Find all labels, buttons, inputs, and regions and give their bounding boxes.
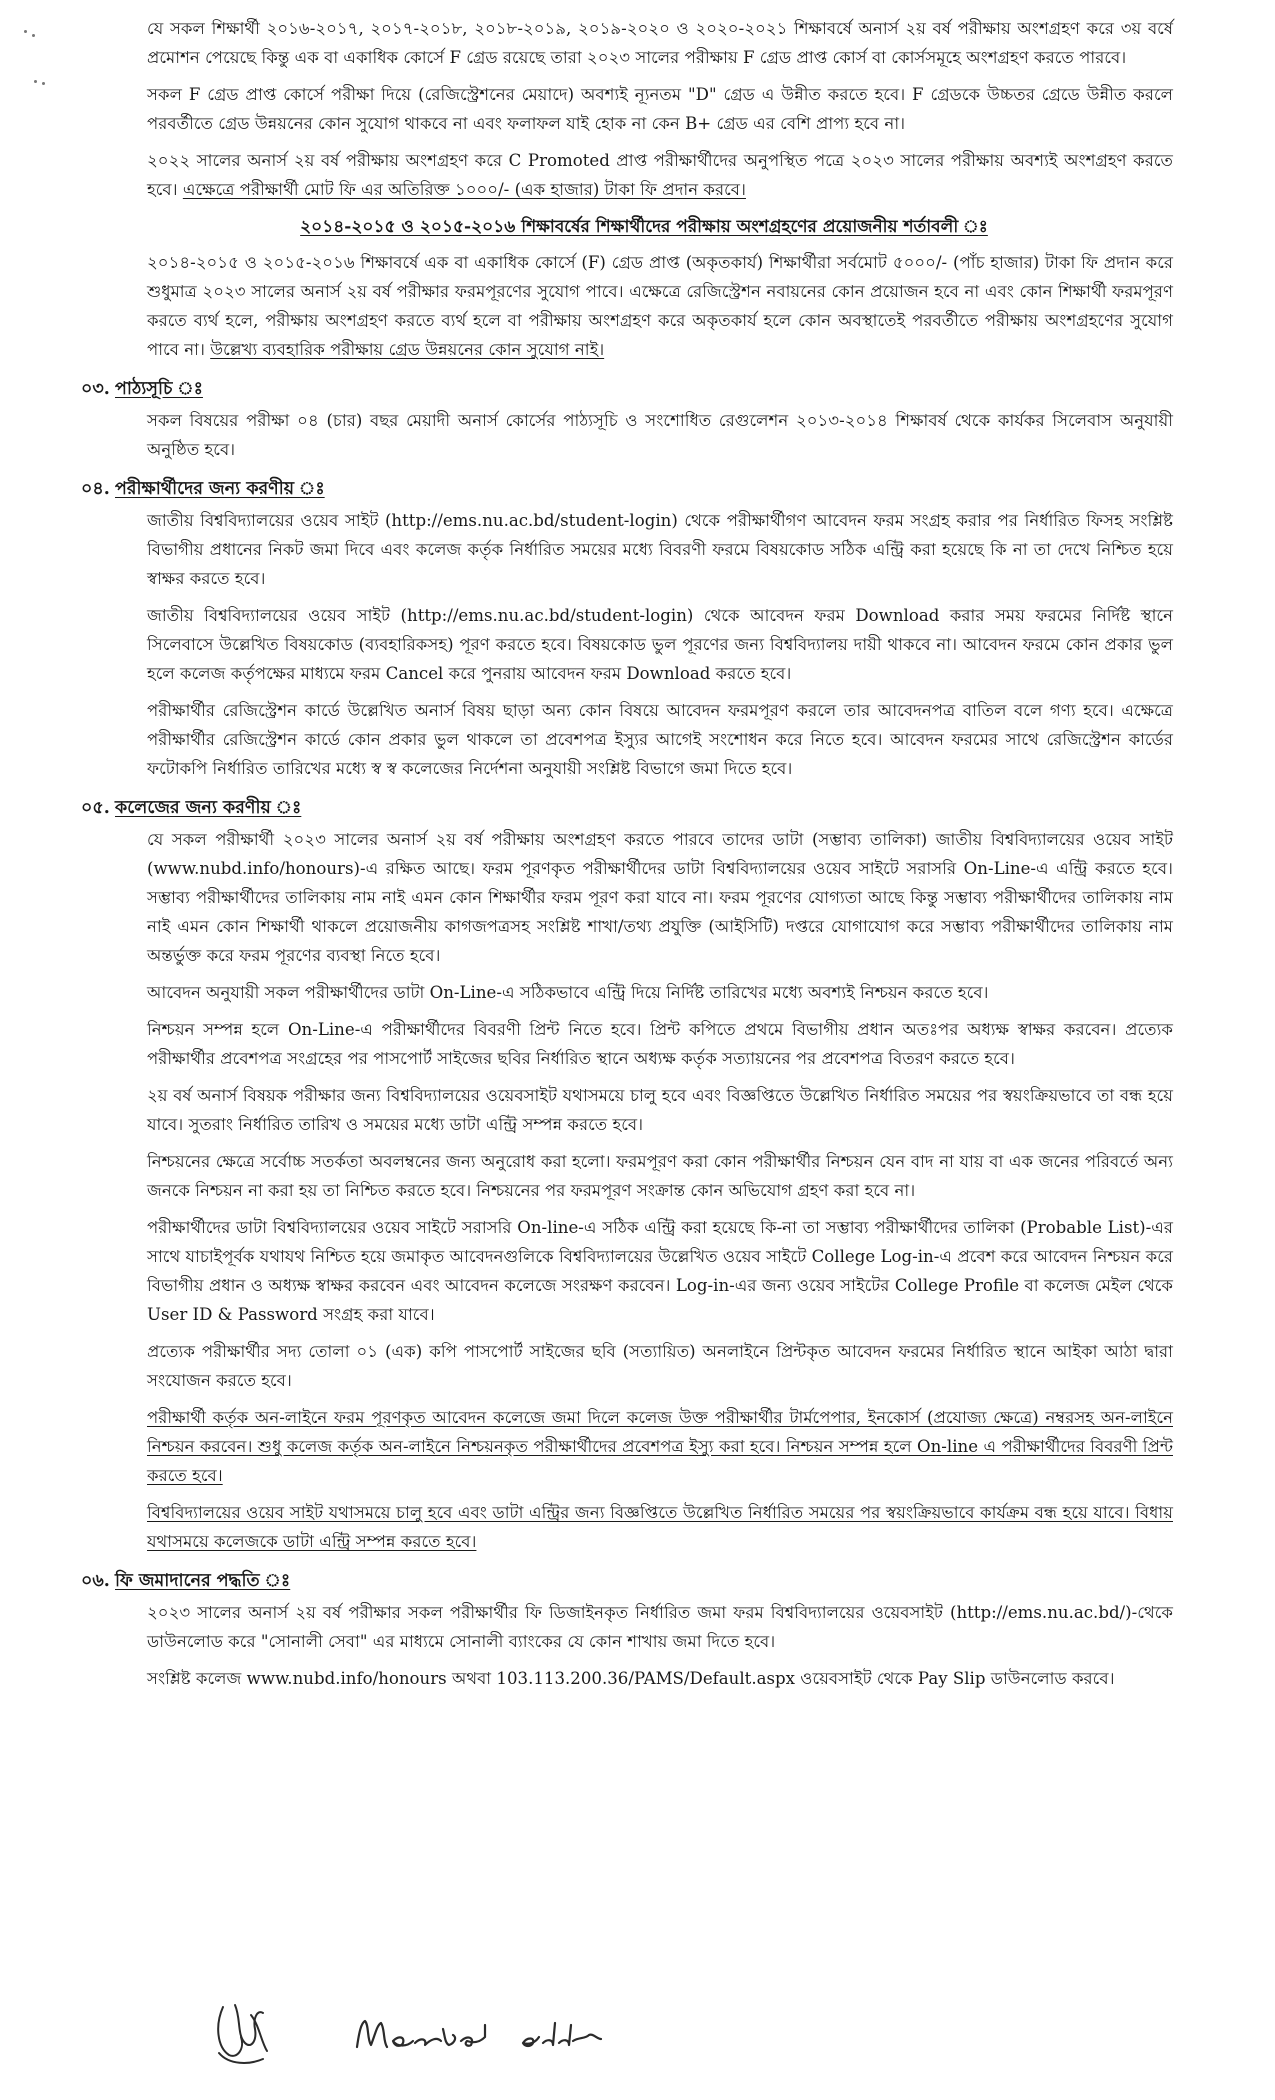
section-heading-05 [81,793,1173,823]
section-body-03 [115,406,1173,464]
paragraph: নিশ্চয়নের ক্ষেত্রে সর্বোচ্চ সতর্কতা অবলম্বনের জন্য অনুরোধ করা হলো। ফরমপূরণ করা কোন পরীক্ষার্থীর নিশ্চয়ন যেন বাদ না যায় বা এক জনের পরিবর্তে অন্য জনকে নিশ্চয়ন না করা হয় তা নিশ্চিত করতে হবে। নিশ্চয়নের পর ফরমপূরণ সংক্রান্ত কোন অভিযোগ গ্রহণ করা হবে না। [147,1152,1173,1200]
initial-signature [218,2005,267,2063]
conditions-body [115,248,1173,364]
promotion-rules [115,14,1173,204]
section-body-05 [115,825,1173,1556]
paragraph: ২য় বর্ষ অনার্স বিষয়ক পরীক্ষার জন্য বিশ্ববিদ্যালয়ের ওয়েবসাইট যথাসময়ে চালু হবে এবং বিজ্ঞপ্তিতে উল্লেখিত নির্ধারিত সময়ের পর স্বয়ংক্রিয়ভাবে তা বন্ধ হয়ে যাবে। সুতরাং নির্ধারিত তারিখ ও সময়ের মধ্যে ডাটা এন্ট্রি সম্পন্ন করতে হবে। [147,1086,1173,1134]
section-number: ০৩. [81,379,110,399]
paragraph: জাতীয় বিশ্ববিদ্যালয়ের ওয়েব সাইট (http://ems.nu.ac.bd/student-login) থেকে আবেদন ফরম Download করার সময় ফরমের নির্দিষ্ট স্থানে সিলেবাসে উল্লেখিত বিষয়কোড (ব্যবহারিকসহ) পূরণ করতে হবে। বিষয়কোড ভুল পূরণের জন্য বিশ্ববিদ্যালয় দায়ী থাকবে না। আবেদন ফরমে কোন প্রকার ভুল হলে কলেজ কর্তৃপক্ষের মাধ্যমে ফরম Cancel করে পুনরায় আবেদন ফরম Download করতে হবে। [147,606,1173,683]
paragraph: আবেদন অনুযায়ী সকল পরীক্ষার্থীদের ডাটা On-Line-এ সঠিকভাবে এন্ট্রি দিয়ে নির্দিষ্ট তারিখের মধ্যে অবশ্যই নিশ্চয়ন করতে হবে। [147,983,989,1002]
notice-body [81,14,1173,1701]
paragraph: সকল F গ্রেড প্রাপ্ত কোর্সে পরীক্ষা দিয়ে (রেজিস্ট্রেশনের মেয়াদে) অবশ্যই ন্যূনতম "D" গ্রেড এ উন্নীত করতে হবে। F গ্রেডকে উচ্চতর গ্রেডে উন্নীত করলে পরবর্তীতে গ্রেড উন্নয়নের কোন সুযোগ থাকবে না এবং ফলাফল যাই হোক না কেন B+ গ্রেড এর বেশি প্রাপ্য হবে না। [147,85,1173,133]
paragraph: যে সকল পরীক্ষার্থী ২০২৩ সালের অনার্স ২য় বর্ষ পরীক্ষায় অংশগ্রহণ করতে পারবে তাদের ডাটা (সম্ভাব্য তালিকা) জাতীয় বিশ্ববিদ্যালয়ের ওয়েব সাইট (www.nubd.info/honours)-এ রক্ষিত আছে। ফরম পূরণকৃত পরীক্ষার্থীদের ডাটা বিশ্ববিদ্যালয়ের ওয়েব সাইটে সরাসরি On-Line-এ এন্ট্রি করতে হবে। সম্ভাব্য পরীক্ষার্থীদের তালিকায় নাম নাই এমন কোন শিক্ষার্থীর ফরম পূরণ করা যাবে না। ফরম পূরণের যোগ্যতা আছে কিন্তু সম্ভাব্য পরীক্ষার্থীদের তালিকায় নাম নাই এমন কোন শিক্ষার্থী থাকলে প্রয়োজনীয় কাগজপত্রসহ সংশ্লিষ্ট শাখা/তথ্য প্রযুক্তি (আইসিটি) দপ্তরে যোগাযোগ করে সম্ভাব্য পরীক্ষার্থীদের তালিকায় নাম অন্তর্ভুক্ত করে ফরম পূরণের ব্যবস্থা নিতে হবে। [147,830,1173,965]
section-title: ফি জমাদানের পদ্ধতি ঃ [115,1571,291,1591]
section-number: ০৬. [81,1571,110,1591]
paragraph: পরীক্ষার্থীর রেজিস্ট্রেশন কার্ডে উল্লেখিত অনার্স বিষয় ছাড়া অন্য কোন বিষয়ে আবেদন ফরমপূরণ করলে তার আবেদনপত্র বাতিল বলে গণ্য হবে। এক্ষেত্রে পরীক্ষার্থীর রেজিস্ট্রেশন কার্ডে কোন প্রকার ভুল থাকলে তা প্রবেশপত্র ইস্যুর আগেই সংশোধন করে নিতে হবে। আবেদন ফরমের সাথে রেজিস্ট্রেশন কার্ডের ফটোকপি নির্ধারিত তারিখের মধ্যে স্ব স্ব কলেজের নির্দেশনা অনুযায়ী সংশ্লিষ্ট বিভাগে জমা দিতে হবে। [147,701,1173,778]
paragraph: প্রত্যেক পরীক্ষার্থীর সদ্য তোলা ০১ (এক) কপি পাসপোর্ট সাইজের ছবি (সত্যায়িত) অনলাইনে প্রিন্টকৃত আবেদন ফরমের নির্ধারিত স্থানে আইকা আঠা দ্বারা সংযোজন করতে হবে। [147,1342,1173,1390]
section-heading-03 [81,374,1173,404]
full-signature [357,2021,601,2047]
paragraph: নিশ্চয়ন সম্পন্ন হলে On-Line-এ পরীক্ষার্থীদের বিবরণী প্রিন্ট নিতে হবে। প্রিন্ট কপিতে প্রথমে বিভাগীয় প্রধান অতঃপর অধ্যক্ষ স্বাক্ষর করবেন। প্রত্যেক পরীক্ষার্থীর প্রবেশপত্র সংগ্রহের পর পাসপোর্ট সাইজের ছবির নির্ধারিত স্থানে অধ্যক্ষ কর্তৃক সত্যায়নের পর প্রবেশপত্র বিতরণ করতে হবে। [147,1020,1173,1068]
underlined-paragraph: পরীক্ষার্থী কর্তৃক অন-লাইনে ফরম পূরণকৃত আবেদন কলেজে জমা দিলে কলেজ উক্ত পরীক্ষার্থীর টার্মপেপার, ইনকোর্স (প্রযোজ্য ক্ষেত্রে) নম্বরসহ অন-লাইনে নিশ্চয়ন করবেন। শুধু কলেজ কর্তৃক অন-লাইনে নিশ্চয়নকৃত পরীক্ষার্থীদের প্রবেশপত্র ইস্যু করা হবে। নিশ্চয়ন সম্পন্ন হলে On-line এ পরীক্ষার্থীদের বিবরণী প্রিন্ট করতে হবে। [147,1408,1173,1485]
paragraph: যে সকল শিক্ষার্থী ২০১৬-২০১৭, ২০১৭-২০১৮, ২০১৮-২০১৯, ২০১৯-২০২০ ও ২০২০-২০২১ শিক্ষাবর্ষে অনার্স ২য় বর্ষ পরীক্ষায় অংশগ্রহণ করে ৩য় বর্ষে প্রমোশন পেয়েছে কিন্তু এক বা একাধিক কোর্সে F গ্রেড রয়েছে তারা ২০২৩ সালের পরীক্ষায় F গ্রেড প্রাপ্ত কোর্স বা কোর্সসমূহে অংশগ্রহণ করতে পারবে। [147,19,1173,67]
section-body-04 [115,506,1173,783]
section-heading-04 [81,474,1173,504]
paragraph-text: ২০১৪-২০১৫ ও ২০১৫-২০১৬ শিক্ষাবর্ষে এক বা একাধিক কোর্সে (F) গ্রেড প্রাপ্ত (অকৃতকার্য) শিক্ষার্থীরা সর্বমোট ৫০০০/- (পাঁচ হাজার) টাকা ফি প্রদান করে শুধুমাত্র ২০২৩ সালের অনার্স ২য় বর্ষ পরীক্ষার ফরমপূরণের সুযোগ পাবে। [147,253,1173,301]
section-body-06 [115,1598,1173,1693]
paragraph-text: ২০২২ সালের অনার্স ২য় বর্ষ পরীক্ষায় অংশগ্রহণ করে C Promoted প্রাপ্ত পরীক্ষার্থীদের অনুপস্থিত পত্রে ২০২৩ সালের পরীক্ষায় অবশ্যই অংশগ্রহণ করতে হবে। [147,151,1173,199]
section-heading-06 [81,1566,1173,1596]
paragraph: ২০২৩ সালের অনার্স ২য় বর্ষ পরীক্ষার সকল পরীক্ষার্থীর ফি ডিজাইনকৃত নির্ধারিত জমা ফরম বিশ্ববিদ্যালয়ের ওয়েবসাইট (http://ems.nu.ac.bd/)-থেকে ডাউনলোড করে "সোনালী সেবা" এর মাধ্যমে সোনালী ব্যাংকের যে কোন শাখায় জমা দিতে হবে। [147,1603,1173,1651]
paragraph: সকল বিষয়ের পরীক্ষা ০৪ (চার) বছর মেয়াদী অনার্স কোর্সের পাঠ্যসূচি ও সংশোধিত রেগুলেশন ২০১৩-২০১৪ শিক্ষাবর্ষ থেকে কার্যকর সিলেবাস অনুযায়ী অনুষ্ঠিত হবে। [147,411,1173,459]
scan-artifact [20,28,60,88]
paragraph [147,248,1173,364]
paragraph: জাতীয় বিশ্ববিদ্যালয়ের ওয়েব সাইট (http://ems.nu.ac.bd/student-login) থেকে পরীক্ষার্থীগণ আবেদন ফরম সংগ্রহ করার পর নির্ধারিত ফিসহ সংশ্লিষ্ট বিভাগীয় প্রধানের নিকট জমা দিবে এবং কলেজ কর্তৃক নির্ধারিত সময়ের মধ্যে বিবরণী ফরমে বিষয়কোড সঠিক এন্ট্রি করা হয়েছে কি না তা দেখে নিশ্চিত হয়ে স্বাক্ষর করতে হবে। [147,511,1173,588]
paragraph [147,146,1173,204]
paragraph: পরীক্ষার্থীদের ডাটা বিশ্ববিদ্যালয়ের ওয়েব সাইটে সরাসরি On-line-এ সঠিক এন্ট্রি করা হয়েছে কি-না তা সম্ভাব্য পরীক্ষার্থীদের তালিকা (Probable List)-এর সাথে যাচাইপূর্বক যথাযথ নিশ্চিত হয়ে জমাকৃত আবেদনগুলিকে বিশ্ববিদ্যালয়ের উল্লেখিত ওয়েব সাইটে College Log-in-এ প্রবেশ করে আবেদন নিশ্চয়ন করে বিভাগীয় প্রধান ও অধ্যক্ষ স্বাক্ষর করবেন এবং আবেদন কলেজে সংরক্ষণ করবেন। Log-in-এর জন্য ওয়েব সাইটের College Profile বা কলেজ মেইল থেকে User ID & Password সংগ্রহ করা যাবে। [147,1218,1173,1324]
section-title: পাঠ্যসূচি ঃ [115,379,203,399]
section-title: পরীক্ষার্থীদের জন্য করণীয় ঃ [115,479,325,499]
conditions-heading: ২০১৪-২০১৫ ও ২০১৫-২০১৬ শিক্ষাবর্ষের শিক্ষার্থীদের পরীক্ষায় অংশগ্রহণের প্রয়োজনীয় শর্তাবলী ঃ [300,217,988,237]
signatures [205,1985,705,2075]
paragraph: সংশ্লিষ্ট কলেজ www.nubd.info/honours অথবা 103.113.200.36/PAMS/Default.aspx ওয়েবসাইট থেকে Pay Slip ডাউনলোড করবে। [147,1669,1115,1688]
section-number: ০৫. [81,798,110,818]
section-number: ০৪. [81,479,110,499]
underlined-text: উল্লেখ্য ব্যবহারিক পরীক্ষায় গ্রেড উন্নয়নের কোন সুযোগ নাই। [210,340,605,359]
underlined-paragraph: বিশ্ববিদ্যালয়ের ওয়েব সাইট যথাসময়ে চালু হবে এবং ডাটা এন্ট্রির জন্য বিজ্ঞপ্তিতে উল্লেখিত নির্ধারিত সময়ের পর স্বয়ংক্রিয়ভাবে কার্যক্রম বন্ধ হয়ে যাবে। বিধায় যথাসময়ে কলেজকে ডাটা এন্ট্রি সম্পন্ন করতে হবে। [147,1503,1173,1551]
underlined-text: এক্ষেত্রে পরীক্ষার্থী মোট ফি এর অতিরিক্ত ১০০০/- (এক হাজার) টাকা ফি প্রদান করবে। [182,180,746,199]
paragraph-text: এক্ষেত্রে রেজিস্ট্রেশন নবায়নের কোন প্রয়োজন হবে না এবং কোন শিক্ষার্থী ফরমপূরণ করতে ব্যর্থ হলে, পরীক্ষায় অংশগ্রহণ করতে ব্যর্থ হলে বা পরীক্ষায় অংশগ্রহণ করে অকৃতকার্য হলে কোন অবস্থাতেই পরবর্তীতে পরীক্ষায় অংশগ্রহণের সুযোগ পাবে না। [147,282,1173,359]
section-title: কলেজের জন্য করণীয় ঃ [115,798,302,818]
